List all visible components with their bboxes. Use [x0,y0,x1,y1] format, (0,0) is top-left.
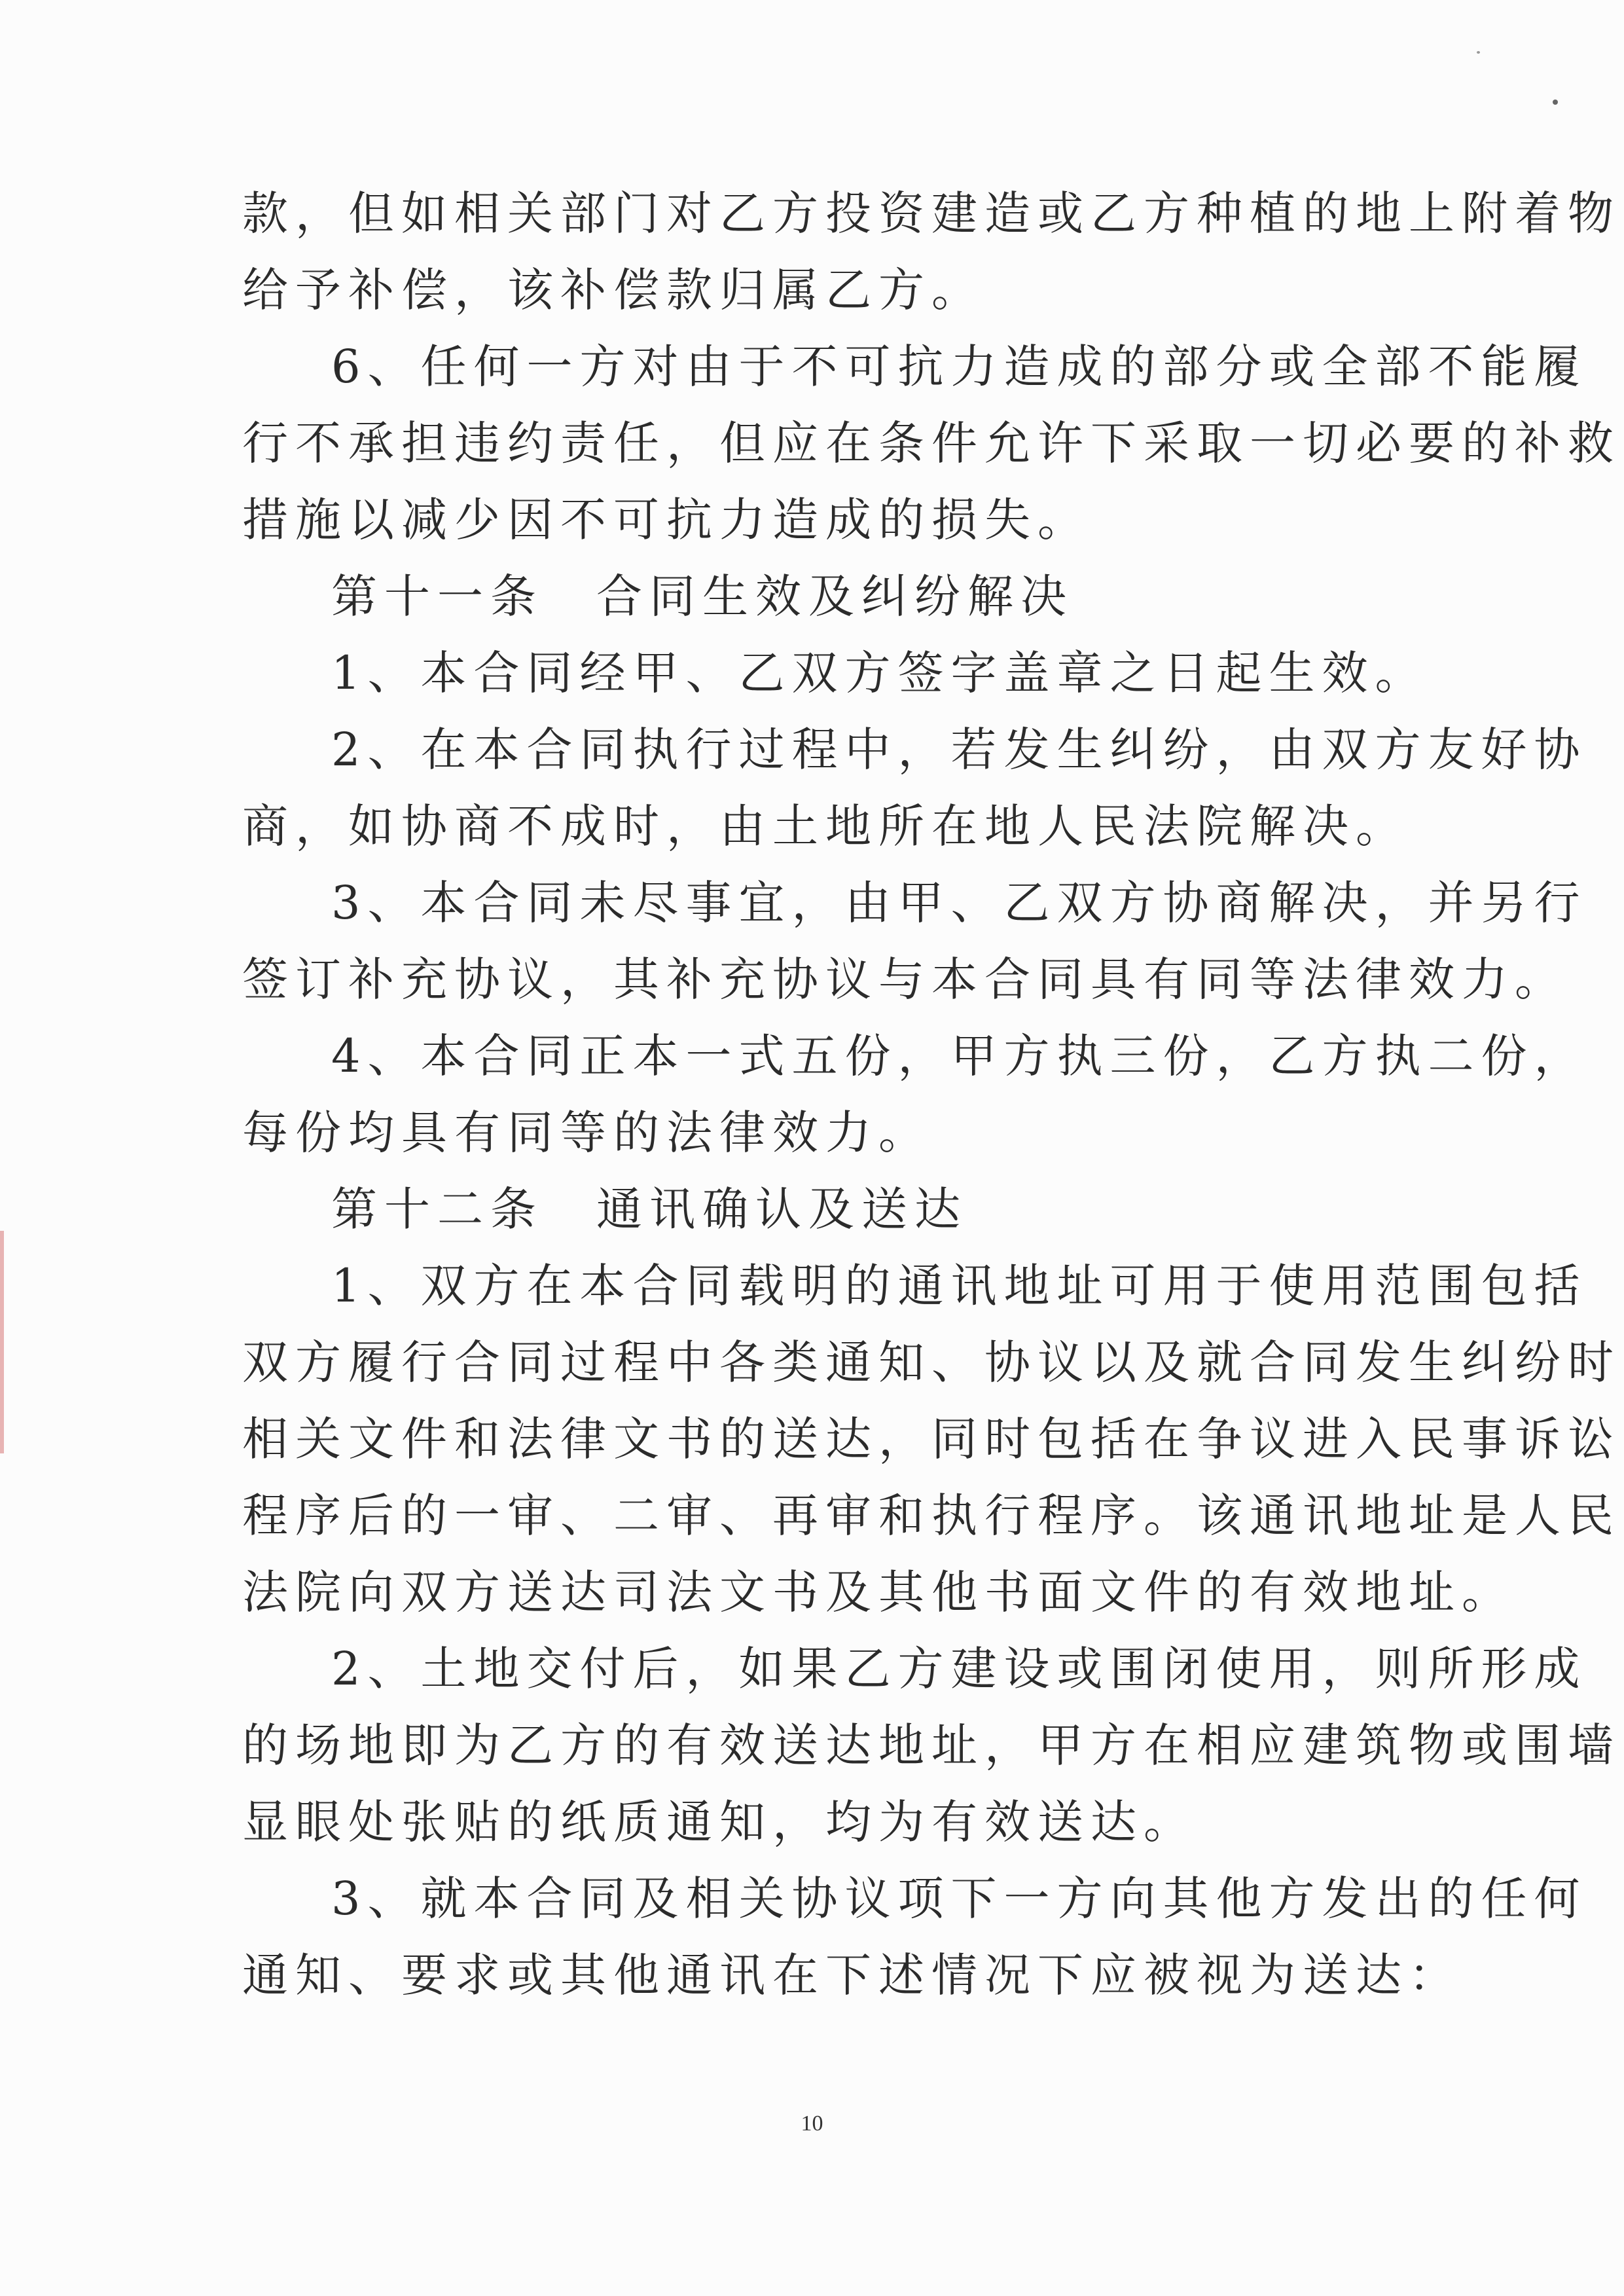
text-line: 每份均具有同等的法律效力。 [242,1106,931,1159]
text-line: 程序后的一审、二审、再审和执行程序。该通讯地址是人民 [242,1489,1621,1542]
text-line: 相关文件和法律文书的送达，同时包括在争议进入民事诉讼 [242,1412,1621,1466]
text-line: 显眼处张贴的纸质通知，均为有效送达。 [242,1795,1197,1849]
text-line: 3、就本合同及相关协议项下一方向其他方发出的任何 [331,1872,1587,1925]
clause-10-6 [242,329,1621,558]
paragraph-continuation [242,175,1621,329]
text-line: 4、本合同正本一式五份，甲方执三份，乙方执二份， [331,1029,1587,1083]
scan-speck [1477,51,1480,54]
clause-12-2 [242,1631,1621,1861]
clause-12-1 [242,1248,1621,1631]
text-line: 6、任何一方对由于不可抗力造成的部分或全部不能履 [331,340,1587,393]
text-line: 法院向双方送达司法文书及其他书面文件的有效地址。 [242,1565,1515,1619]
clause-11-2 [242,712,1587,865]
clause-11-4 [242,1018,1587,1171]
text-line: 款，但如相关部门对乙方投资建造或乙方种植的地上附着物 [242,187,1621,240]
text-line: 措施以减少因不可抗力造成的损失。 [242,493,1091,547]
text-line: 签订补充协议，其补充协议与本合同具有同等法律效力。 [242,953,1568,1006]
text-line: 的场地即为乙方的有效送达地址，甲方在相应建筑物或围墙 [242,1719,1621,1772]
section-heading: 第十一条 合同生效及纠纷解决 [331,570,1074,623]
text-line: 给予补偿，该补偿款归属乙方。 [242,263,984,317]
scan-edge-mark [0,1231,4,1453]
text-line: 2、在本合同执行过程中，若发生纠纷，由双方友好协 [331,723,1587,776]
contract-body [242,175,1621,2014]
text-line: 3、本合同未尽事宜，由甲、乙双方协商解决，并另行 [331,876,1587,930]
text-line: 1、双方在本合同载明的通讯地址可用于使用范围包括 [331,1259,1587,1313]
article-11-heading [242,558,1394,635]
text-line: 双方履行合同过程中各类通知、协议以及就合同发生纠纷时 [242,1336,1621,1389]
article-12-heading [242,1171,1394,1248]
clause-12-3 [242,1861,1587,2014]
section-heading: 第十二条 通讯确认及送达 [331,1182,967,1236]
text-line: 商，如协商不成时，由土地所在地人民法院解决。 [242,799,1409,853]
clause-11-3 [242,865,1587,1018]
text-line: 2、土地交付后，如果乙方建设或围闭使用，则所形成 [331,1642,1587,1696]
scan-speck [1553,100,1558,105]
text-line: 行不承担违约责任，但应在条件允许下采取一切必要的补救 [242,416,1621,470]
clause-11-1 [242,635,1428,712]
page-number: 10 [801,2111,823,2136]
text-line: 1、本合同经甲、乙双方签字盖章之日起生效。 [331,646,1428,700]
text-line: 通知、要求或其他通讯在下述情况下应被视为送达： [242,1948,1462,2002]
